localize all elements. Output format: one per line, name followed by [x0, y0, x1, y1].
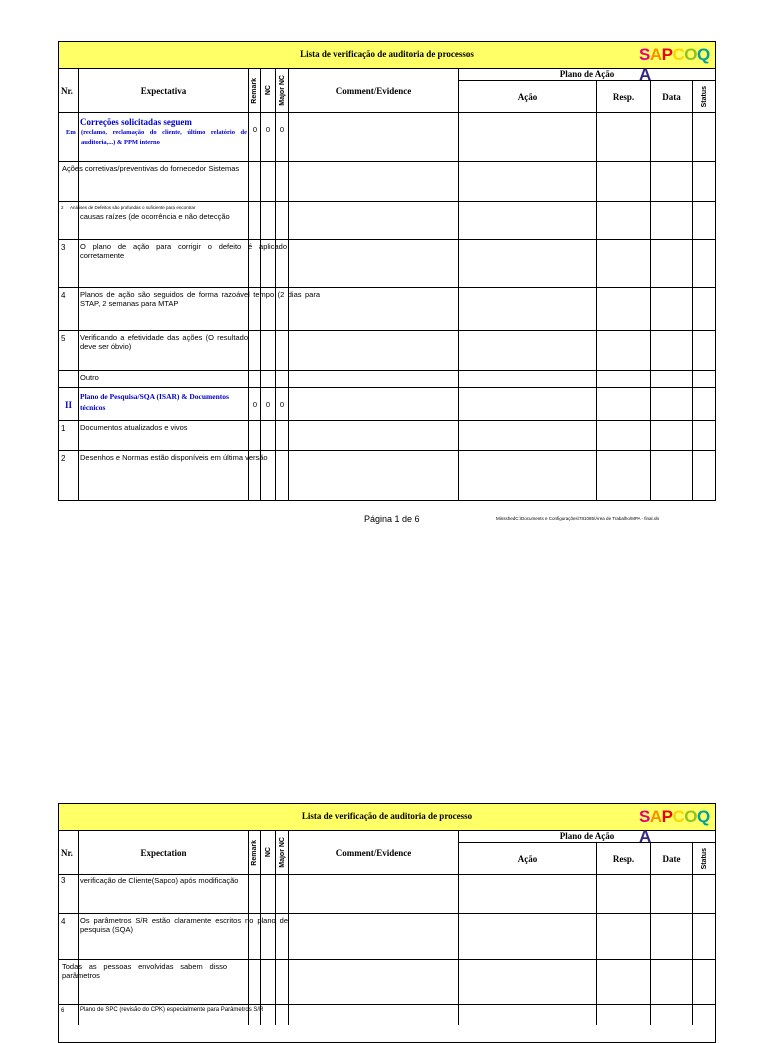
nc-count: 0 — [265, 400, 271, 409]
page-number: Página 1 de 6 — [364, 514, 420, 524]
expectation-text: Plano de SPC (revisão do CPK) especialmente para Parâmetros S/R — [80, 1007, 264, 1013]
table-row — [59, 875, 715, 914]
col-status: Status — [700, 85, 708, 108]
col-expectation: Expectation — [79, 831, 249, 874]
table-row — [59, 1005, 715, 1035]
expectation-text: causas raízes (de ocorrência e não detecção — [80, 212, 230, 221]
row-number: 5 — [61, 334, 66, 343]
checklist-sheet-1 — [58, 41, 716, 501]
col-major-nc: Major NC — [276, 831, 289, 874]
col-resp: Resp. — [597, 81, 651, 112]
expectation-text: Outro — [80, 373, 99, 382]
col-expectativa: Expectativa — [79, 69, 249, 112]
sheet-title: Lista de verificação de auditoria de processo — [301, 811, 473, 821]
table-row — [59, 914, 715, 960]
row-number: 3 — [61, 243, 66, 252]
expectation-text: O plano de ação para corrigir o defeito é aplicado corretamente — [80, 242, 287, 260]
expectation-text-tiny: Análises de Defeitos são profundas o suficiente para encontrar — [70, 205, 196, 210]
col-date: Date — [651, 843, 693, 874]
table-row — [59, 288, 715, 331]
row-number: 1 — [61, 424, 66, 433]
sheet-title: Lista de verificação de auditoria de processos — [300, 49, 474, 59]
table-row — [59, 451, 715, 501]
table-row — [59, 331, 715, 371]
section-title: Correções solicitadas seguem — [80, 117, 192, 127]
table-body — [59, 875, 715, 1025]
col-nr: Nr. — [59, 831, 79, 874]
row-number: 4 — [61, 917, 66, 926]
section-row-corrections — [59, 113, 715, 162]
col-acao: Ação — [459, 843, 597, 874]
row-number: 4 — [61, 291, 66, 300]
col-plano-de-acao: Plano de Ação — [459, 831, 715, 843]
col-remark: Remark — [249, 69, 261, 112]
expectation-text: Ações corretivas/preventivas do fornecedor Sistemas — [62, 164, 240, 173]
col-resp: Resp. — [597, 843, 651, 874]
row-number: 2 — [61, 454, 66, 463]
expectation-text: Todas as pessoas envolvidas sabem disso parâmetros — [62, 962, 227, 980]
section-number: II — [65, 400, 73, 410]
major-nc-count: 0 — [279, 400, 285, 409]
sapco-qa-logo: SAPCOQA — [639, 45, 710, 84]
col-nc: NC — [261, 69, 276, 112]
major-nc-count: 0 — [279, 125, 285, 134]
section-sub-prefix: Em — [66, 129, 76, 136]
expectation-text: Desenhos e Normas estão disponíveis em última versão — [80, 453, 268, 462]
table-row — [59, 162, 715, 202]
col-plano-de-acao: Plano de Ação — [459, 69, 715, 81]
row-number: 6 — [61, 1008, 65, 1014]
row-number: 2 — [61, 205, 64, 210]
col-nr: Nr. — [59, 69, 79, 112]
table-row — [59, 240, 715, 288]
col-comment: Comment/Evidence — [289, 69, 459, 112]
remark-count: 0 — [252, 400, 258, 409]
col-acao: Ação — [459, 81, 597, 112]
table-row — [59, 371, 715, 388]
table-header — [59, 69, 715, 113]
table-header — [59, 831, 715, 875]
expectation-text: Documentos atualizados e vivos — [80, 423, 188, 432]
section-title: Plano de Pesquisa/SQA (ISAR) & Documentos técnicos — [80, 392, 229, 412]
table-row — [59, 960, 715, 1005]
col-nc: NC — [261, 831, 276, 874]
col-status: Status — [700, 847, 708, 870]
checklist-sheet-2 — [58, 803, 716, 1043]
expectation-text: Os parâmetros S/R estão claramente escritos no plano de pesquisa (SQA) — [80, 916, 288, 934]
table-body — [59, 113, 715, 501]
expectation-text: verificação de Cliente(Sapco) após modificação — [80, 876, 239, 885]
row-number: 3 — [61, 876, 66, 885]
section-row-research-plan — [59, 388, 715, 421]
section-subtitle: (reclamo, reclamação do cliente, último relatório de auditoria,...) & PPM interno — [81, 129, 247, 146]
col-remark: Remark — [249, 831, 261, 874]
file-path: MinsshedC:\Documents e Configurações\781085\Área de Trabalho\MPA - final.xls — [496, 516, 660, 521]
col-major-nc: Major NC — [276, 69, 289, 112]
remark-count: 0 — [252, 125, 258, 134]
table-row — [59, 202, 715, 240]
nc-count: 0 — [265, 125, 271, 134]
sapco-qa-logo: SAPCOQA — [639, 807, 710, 846]
expectation-text: Planos de ação são seguidos de forma razoável tempo (2 dias para STAP, 2 semanas para MTAP — [80, 290, 320, 308]
col-comment: Comment/Evidence — [289, 831, 459, 874]
expectation-text: Verificando a efetividade das ações (O resultado deve ser óbvio) — [80, 333, 248, 351]
col-data: Data — [651, 81, 693, 112]
table-row — [59, 421, 715, 451]
